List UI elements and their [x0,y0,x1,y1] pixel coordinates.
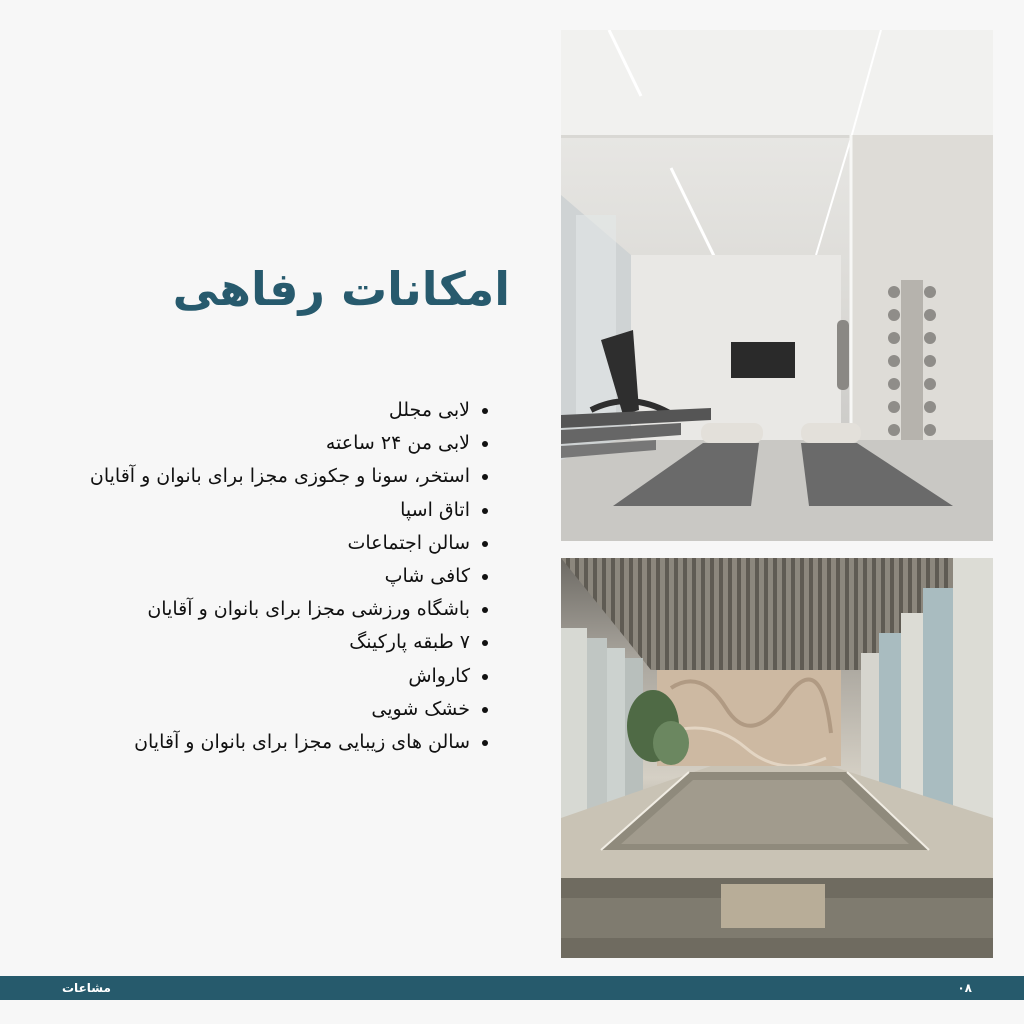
list-item: • سالن های زیبایی مجزا برای بانوان و آقایان [90,726,470,759]
list-item: • استخر، سونا و جکوزی مجزا برای بانوان و آقایان [90,460,470,493]
list-item: • ۷ طبقه پارکینگ [90,626,470,659]
list-item: • باشگاه ورزشی مجزا برای بانوان و آقایان [90,593,470,626]
page-title: امکانات رفاهی [172,262,510,316]
list-item: • اتاق اسپا [90,494,470,527]
list-item: • خشک شویی [90,693,470,726]
section-label: مشاعات [62,981,111,995]
pool-photo [561,558,993,958]
amenities-list [90,394,488,759]
page-number: ۰۸ [957,981,972,995]
list-item: • لابی مجلل [90,394,470,427]
footer-bar [0,976,1024,1000]
list-item: • کافی شاپ [90,560,470,593]
list-item: • کارواش [90,660,470,693]
list-item: • سالن اجتماعات [90,527,470,560]
gym-photo [561,30,993,541]
list-item: • لابی من ۲۴ ساعته [90,427,470,460]
